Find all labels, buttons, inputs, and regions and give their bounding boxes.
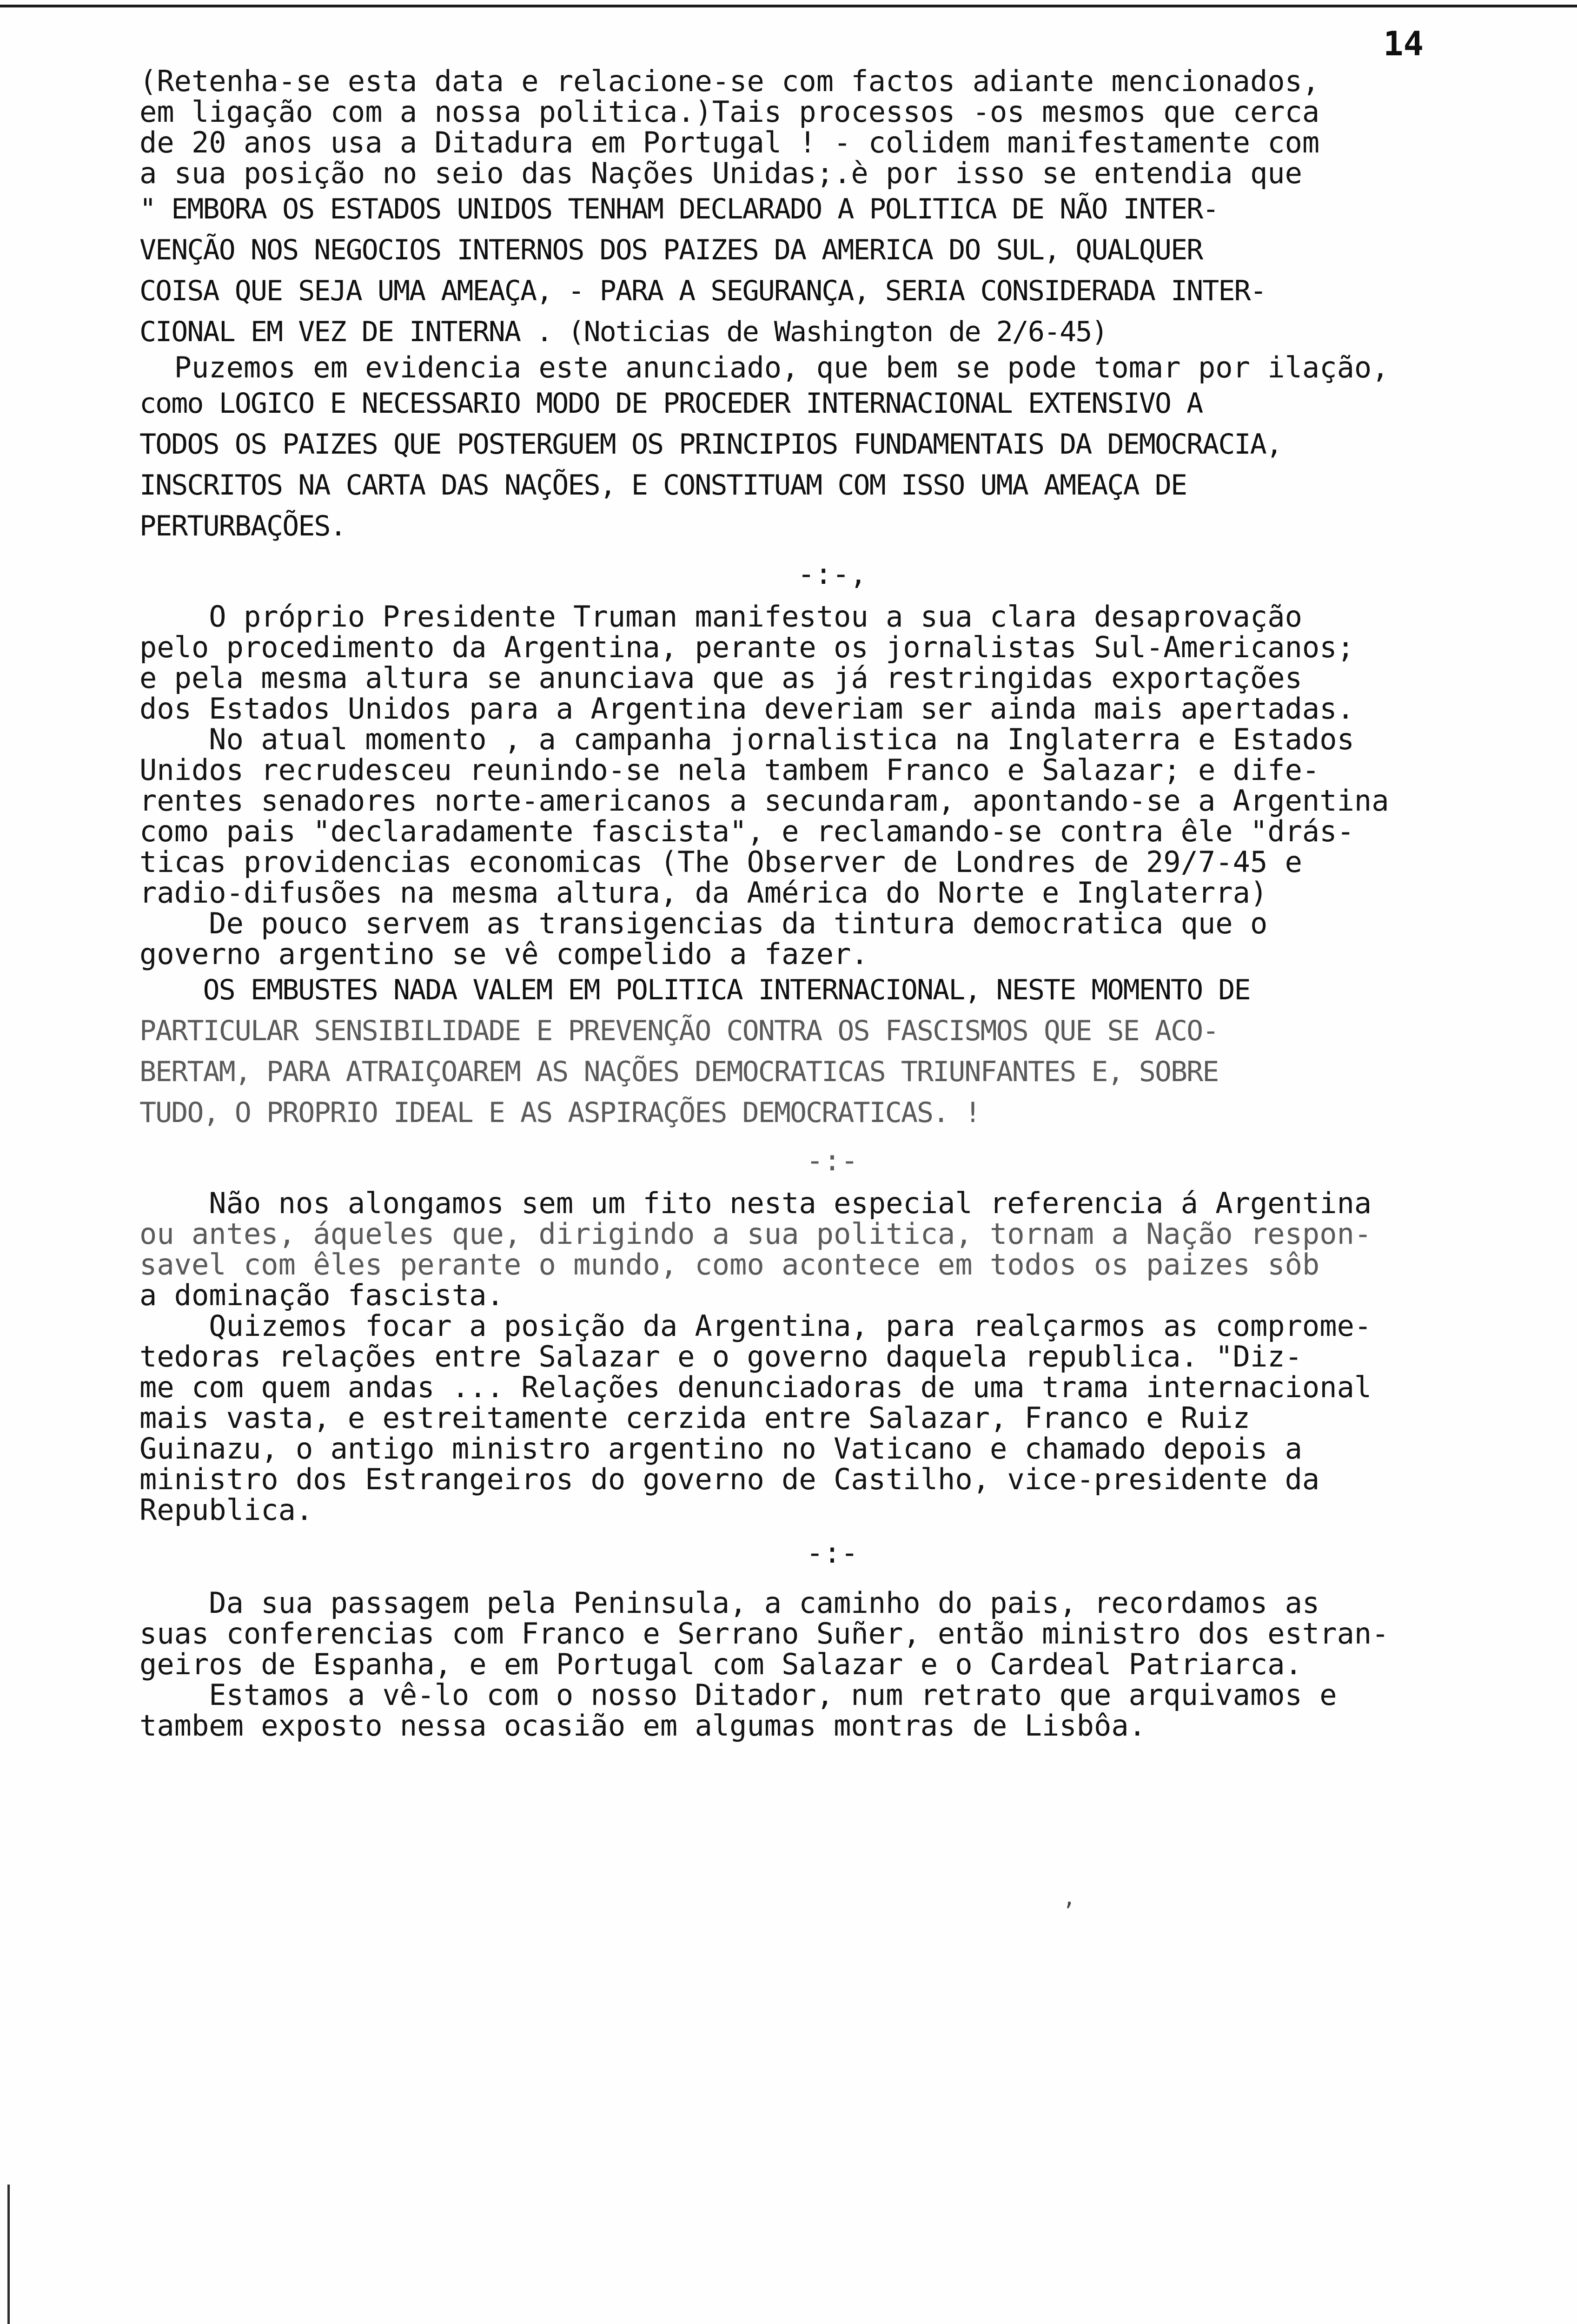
caps-logico (139, 383, 1488, 547)
text-line: O próprio Presidente Truman manifestou a sua clara desaprovação (139, 600, 1302, 634)
caps-line: VENÇÃO NOS NEGOCIOS INTERNOS DOS PAIZES DA AMERICA DO SUL, QUALQUER (139, 234, 1203, 266)
caps-line: CIONAL EM VEZ DE INTERNA . (Noticias de Washington de 2/6-45) (139, 316, 1107, 348)
text-line: Não nos alongamos sem um fito nesta especial referencia á Argentina (139, 1186, 1372, 1220)
text-line: mais vasta, e estreitamente cerzida entre Salazar, Franco e Ruiz (139, 1401, 1250, 1435)
caps-line: como LOGICO E NECESSARIO MODO DE PROCEDER INTERNACIONAL EXTENSIVO A (139, 387, 1203, 420)
paragraph-peninsula (139, 1588, 1488, 1741)
text-line: (Retenha-se esta data e relacione-se com factos adiante mencionados, (139, 64, 1320, 98)
caps-line: TODOS OS PAIZES QUE POSTERGUEM OS PRINCIPIOS FUNDAMENTAIS DA DEMOCRACIA, (139, 428, 1282, 461)
caps-line: INSCRITOS NA CARTA DAS NAÇÕES, E CONSTITUAM COM ISSO UMA AMEAÇA DE (139, 469, 1187, 502)
text-line: ministro dos Estrangeiros do governo de Castilho, vice-presidente da (139, 1462, 1320, 1496)
text-line: radio-difusões na mesma altura, da América do Norte e Inglaterra) (139, 876, 1268, 910)
text-line: me com quem andas ... Relações denunciadoras de uma trama internacional (139, 1370, 1372, 1404)
paragraph-evidence (139, 352, 1488, 383)
text-line: a sua posição no seio das Nações Unidas;.è por isso se entendia que (139, 156, 1302, 190)
page-number: 14 (1383, 24, 1424, 63)
text-line: Guinazu, o antigo ministro argentino no Vaticano e chamado depois a (139, 1432, 1302, 1466)
text-line: Estamos a vê-lo com o nosso Ditador, num retrato que arquivamos e (139, 1678, 1337, 1712)
caps-line: COISA QUE SEJA UMA AMEAÇA, - PARA A SEGURANÇA, SERIA CONSIDERADA INTER- (139, 275, 1266, 307)
text-line: Republica. (139, 1493, 313, 1527)
text-line: como pais "declaradamente fascista", e reclamando-se contra êle "drás- (139, 814, 1354, 848)
text-line: suas conferencias com Franco e Serrano Suñer, então ministro dos estran- (139, 1617, 1389, 1651)
stray-ink-mark: ’ (1062, 1898, 1075, 1924)
text-line: savel com êles perante o mundo, como acontece em todos os paizes sôb (139, 1248, 1320, 1281)
text-line: No atual momento , a campanha jornalistica na Inglaterra e Estados (139, 722, 1354, 756)
text-line: governo argentino se vê compelido a fazer. (139, 937, 868, 971)
text-line: geiros de Espanha, e em Portugal com Salazar e o Cardeal Patriarca. (139, 1647, 1302, 1681)
text-line: ou antes, áqueles que, dirigindo a sua politica, tornam a Nação respon- (139, 1217, 1372, 1251)
document-body (139, 66, 1488, 1741)
text-line: De pouco servem as transigencias da tintura democratica que o (139, 906, 1268, 940)
quote-caps-washington (139, 189, 1488, 352)
paragraph-argentina (139, 1188, 1488, 1525)
caps-line: TUDO, O PROPRIO IDEAL E AS ASPIRAÇÕES DEMOCRATICAS. ! (139, 1096, 981, 1129)
section-separator: -:-, (797, 557, 867, 591)
page-left-edge (7, 2185, 10, 2324)
text-line: tambem exposto nessa ocasião em algumas montras de Lisbôa. (139, 1709, 1146, 1743)
section-separator: -:- (806, 1143, 858, 1177)
page-top-edge (0, 5, 1577, 7)
text-line: ticas providencias economicas (The Observer de Londres de 29/7-45 e (139, 845, 1302, 879)
paragraph-truman (139, 601, 1488, 970)
text-line: Unidos recrudesceu reunindo-se nela tambem Franco e Salazar; e dife- (139, 753, 1320, 787)
text-line: a dominação fascista. (139, 1278, 504, 1312)
caps-line: " EMBORA OS ESTADOS UNIDOS TENHAM DECLARADO A POLITICA DE NÃO INTER- (139, 193, 1219, 225)
paragraph-intro (139, 66, 1488, 189)
text-line: de 20 anos usa a Ditadura em Portugal ! - colidem manifestamente com (139, 125, 1320, 159)
text-line: dos Estados Unidos para a Argentina deveriam ser ainda mais apertadas. (139, 692, 1354, 726)
caps-line: PARTICULAR SENSIBILIDADE E PREVENÇÃO CONTRA OS FASCISMOS QUE SE ACO- (139, 1015, 1219, 1047)
caps-line: PERTURBAÇÕES. (139, 510, 346, 542)
text-line: e pela mesma altura se anunciava que as já restringidas exportações (139, 661, 1302, 695)
caps-line: OS EMBUSTES NADA VALEM EM POLITICA INTERNACIONAL, NESTE MOMENTO DE (139, 974, 1250, 1006)
text-line: tedoras relações entre Salazar e o governo daquela republica. "Diz- (139, 1340, 1302, 1373)
text-line: Da sua passagem pela Peninsula, a caminho do pais, recordamos as (139, 1586, 1320, 1620)
text-line: Quizemos focar a posição da Argentina, para realçarmos as comprome- (139, 1309, 1372, 1343)
text-line: em ligação com a nossa politica.)Tais processos -os mesmos que cerca (139, 95, 1320, 129)
text-line: pelo procedimento da Argentina, perante os jornalistas Sul-Americanos; (139, 630, 1354, 664)
text-line: Puzemos em evidencia este anunciado, que bem se pode tomar por ilação, (139, 350, 1389, 384)
section-separator: -:- (806, 1536, 858, 1570)
text-line: rentes senadores norte-americanos a secundaram, apontando-se a Argentina (139, 784, 1389, 818)
caps-embustes (139, 970, 1488, 1133)
caps-line: BERTAM, PARA ATRAIÇOAREM AS NAÇÕES DEMOCRATICAS TRIUNFANTES E, SOBRE (139, 1056, 1219, 1088)
